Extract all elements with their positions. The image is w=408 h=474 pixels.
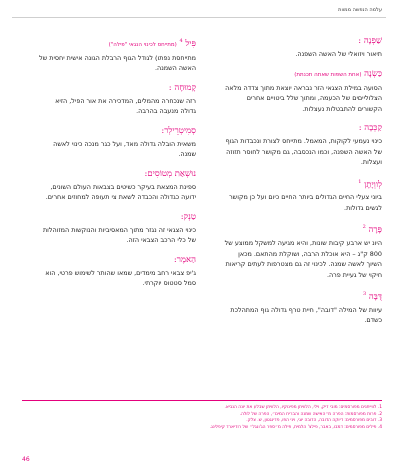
- term-definition: רזה שנכחרה מהמלים, המדכירה את אור הפיל, הזיא גדולה מנעבה בהרבה.: [55, 96, 196, 116]
- term-title: נוּשְׁאַת מְטוֹסִים:: [144, 168, 196, 179]
- term-definition: כינוי נעמעי לקוקות, המאמל. מתייחס לצורת ונכבדות הגוף של האשה השפנה, וכמו הנכסבה, גם מקושר לחוסר תזוזה ועצלות.: [225, 137, 382, 166]
- term-title: שַׁפְנָה :: [358, 36, 382, 46]
- footnote: 3. דובים מפורסמים: דיוקה הדובה, הדובה יוגי, ויני הפו, פדינגטון, ש. צלק.: [246, 418, 382, 423]
- footnote: 2. פרות מפורסמות: הפרה מ״האישה שמנה והבריח המים״, הפרה של לולה.: [239, 411, 382, 417]
- term-title: כַּשְׂנָה (אחת השפות שאתה תכנתת): [294, 68, 382, 79]
- footnote: 4. פילים מפורסמים: דמבו, באבר, פילצ' הלמית, פילה מ״ספר הג'ונגל״ של רודיארד קיפלינג.: [209, 424, 382, 430]
- term-definition: הסועה במילת הצגאי הזר נבראה יוצאת מתוך צדדה מלאה הצלולייםים של הכעמה, ומתוך שלל ביטויים אחרים הקשורים להתבטלות נעצלות.: [225, 83, 382, 113]
- term-title: פָּרָה $^2$: [362, 224, 382, 236]
- term-title: דֻּבָּה $^3$: [363, 291, 382, 302]
- left-column: [38, 36, 196, 298]
- term-definition: היונ יש ארבע קיבות שונות, והיא מגיעה למשקל ממוצע של 800 ק"ג – היא אוכלת הרבה, ושוקלת מהתאם. מכאן השיוך לאשה שמנה. לכינוי זה גם מצטרפות לעתים קריאות חיקוי של געיית פרה.: [224, 239, 382, 279]
- entry-aircraft-carrier: [38, 169, 196, 203]
- footnote-ref: 3: [363, 291, 367, 298]
- term-title: קַכְּבָה :: [358, 123, 382, 133]
- term-definition: ספינת המצאת בעיקר כשיטים בצבאות העולם השונים, ידועה כגדולה והכבדה לשאת צי תעופה למחוזים אחרים.: [45, 182, 196, 202]
- term-definition: מתייחסת נפתו) לגודל הגוף הרבלת הגונה אישית יחסית של האשה השמנה.: [39, 53, 196, 73]
- entry-livyatan: [224, 177, 382, 214]
- right-column: [224, 36, 382, 335]
- entry-hummer: [38, 255, 196, 289]
- header-label: עלמה הנפשה ממוות: [338, 7, 382, 13]
- footnote-ref: 2: [362, 224, 366, 231]
- term-title: סְמִיטְרֵילְר:: [161, 125, 196, 136]
- footnote: 1. לווייתנים מפורסמים: מובי דיק, וילי, הלוויתן מפינוקיו, הלוויתן שבלע את יונה הנביא.: [224, 405, 382, 410]
- entry-kachba: [224, 123, 382, 168]
- running-header: [12, 7, 386, 18]
- term-title: פִּיל $^4$ (מתייחס לכינוי הנגאי "פילה"): [108, 38, 196, 49]
- entry-pil: [38, 36, 196, 74]
- entry-duba: [224, 289, 382, 326]
- term-definition: כינוי הצגאי זה נגזר מתוך המאסיביות והנוקשות המזוהלות של כלי הרכב הצבאי הזה.: [42, 225, 196, 245]
- term-title: טַנְק:: [180, 211, 196, 222]
- term-definition: תיאור ויזואלי של האשה השפנה.: [295, 50, 382, 58]
- term-note: (מתייחס לכינוי הנגאי "פילה"): [108, 41, 177, 48]
- footnotes: [22, 400, 382, 431]
- footnote-ref: 1: [358, 178, 362, 185]
- entry-kamucha: [38, 83, 196, 117]
- term-definition: משאית הובלה גדולה מאד, ועל כגר מנכה כינוי לאשה שמנה.: [53, 139, 196, 159]
- term-title: הַאמֶר:: [173, 254, 196, 265]
- entry-shafna: [224, 36, 382, 60]
- entry-tank: [38, 212, 196, 246]
- term-definition: ג'יפ צבאי רחב מימדים, שמאו שהותר לשימוש פרטי, הוא סמל סטטוס יוקרתי.: [45, 268, 196, 288]
- entry-kashna: [224, 69, 382, 115]
- term-note: (אחת השפות שאתה תכנתת): [294, 71, 362, 78]
- term-definition: עיוות של המילה "דובה", חיית טרף גדולה גוף המתהלכת כשדם.: [230, 305, 382, 325]
- footnote-ref: 4: [179, 38, 183, 44]
- entry-semitrailer: [38, 126, 196, 160]
- entry-para: [224, 222, 382, 280]
- term-definition: ביוני צעלי החיים הגדולים ביותר החיים כיום ועל כן מקושר לגשים גדולות.: [229, 193, 382, 212]
- page-number: 46: [22, 456, 30, 463]
- term-title: לְווְיָתָן $^1$: [358, 178, 382, 190]
- term-title: קָמוּחָה :: [168, 82, 196, 93]
